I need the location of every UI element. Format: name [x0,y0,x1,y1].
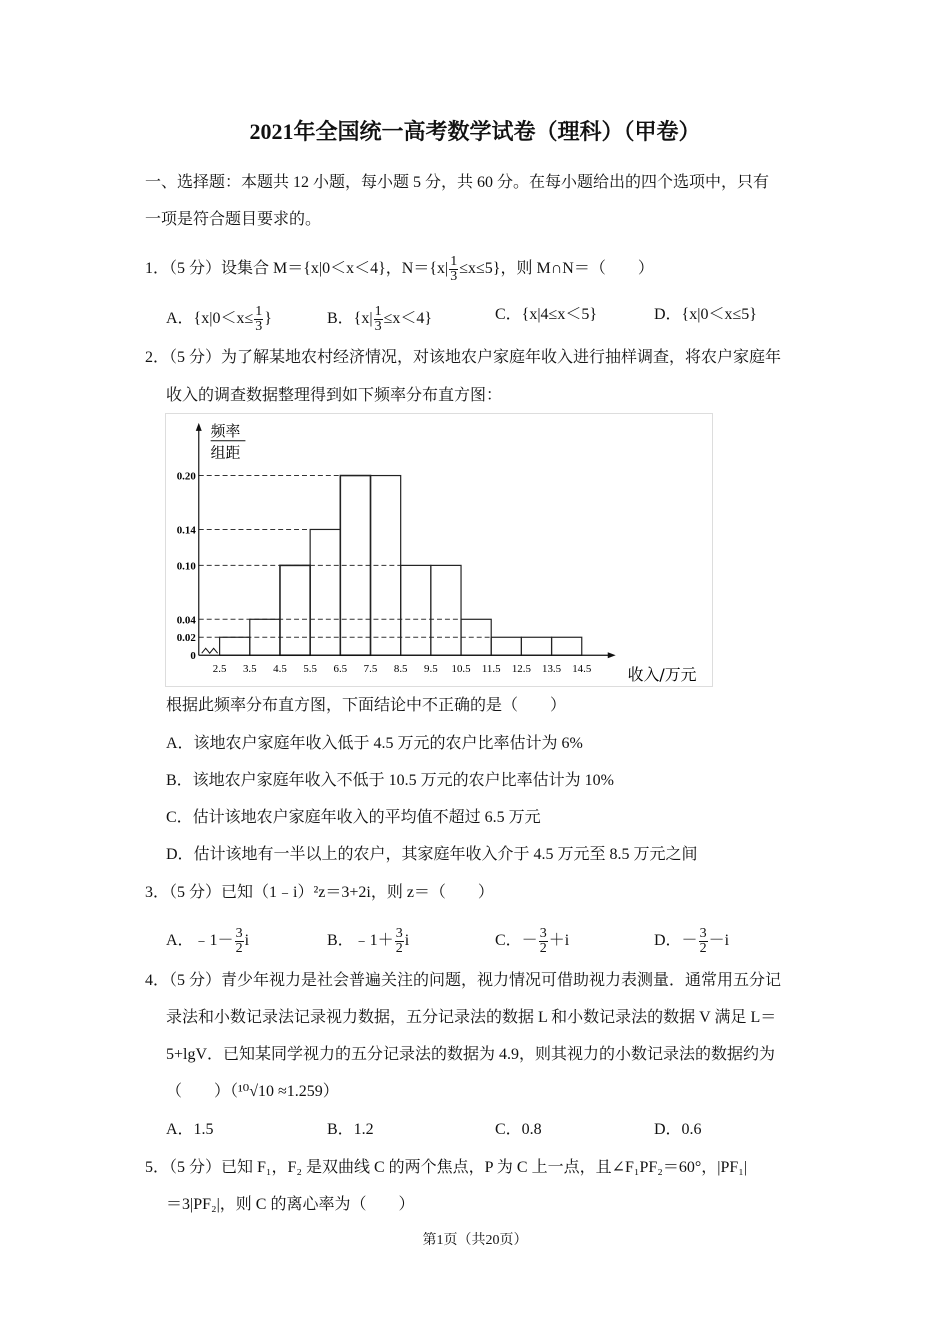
fraction: $\frac{1}{3}$ [255,304,263,334]
q4-option-c: C．0.8 [495,1121,542,1138]
x-tick-label: 13.5 [542,663,562,676]
q4-option-b: B．1.2 [327,1121,374,1138]
x-tick-label: 12.5 [511,663,531,676]
section-intro-2: 一项是符合题目要求的。 [145,211,322,228]
x-tick-label: 2.5 [212,663,227,676]
section-intro: 一、选择题：本题共 12 小题，每小题 5 分，共 60 分。在每小题给出的四个选项中，只有 [145,174,770,191]
option-text: C．{x|4≤x＜5} [495,306,598,323]
question-2-followup: 根据此频率分布直方图，下面结论中不正确的是（ ） [166,697,567,714]
x-tick-label: 8.5 [393,663,408,676]
q2-option-d: D．估计该地有一半以上的农户，其家庭年收入介于 4.5 万元至 8.5 万元之间 [166,846,698,863]
histogram-bar-2 [280,565,310,655]
y-axis-arrow-icon [196,423,202,431]
option-text: ＋i [548,932,570,950]
page-title: 2021年全国统一高考数学试卷（理科）（甲卷） [249,119,701,144]
x-tick-label: 3.5 [242,663,257,676]
q1-option-d [654,305,757,325]
question-2-stem-2: 收入的调查数据整理得到如下频率分布直方图： [166,387,503,404]
x-tick-label: 9.5 [424,663,438,676]
fraction: $\frac{1}{3}$ [450,254,458,284]
question-2-stem: 2．（5 分）为了解某地农村经济情况，对该地农户家庭年收入进行抽样调查，将农户家庭年 [145,349,782,366]
histogram-bar-9 [491,637,521,655]
question-5-stem-2: ＝3|PF₂|，则 C 的离心率为（ ） [166,1196,415,1213]
q3-option-b [327,927,409,956]
y-tick-label: 0 [190,650,196,663]
question-4-stem-2: 录法和小数记录法记录视力数据，五分记录法的数据 L 和小数记录法的数据 V 满足 L＝ [166,1009,777,1026]
option-text: B．{x| [327,310,373,328]
q2-option-a: A．该地农户家庭年收入低于 4.5 万元的农户比率估计为 6% [166,735,583,752]
option-text: D．－ [654,932,698,950]
x-tick-label: 6.5 [333,663,348,676]
histogram-bar-11 [552,637,582,655]
question-4-stem: 4．（5 分）青少年视力是社会普遍关注的问题，视力情况可借助视力表测量．通常用五分记 [145,972,782,989]
x-axis-arrow-icon [608,652,616,658]
q3-option-d [654,927,729,956]
y-tick-label: 0.02 [176,632,196,645]
y-tick-label: 0.20 [176,470,196,483]
q2-option-c: C．估计该地农户家庭年收入的平均值不超过 6.5 万元 [166,809,541,826]
option-text: C．－ [495,932,538,950]
fraction: $\frac{3}{2}$ [699,926,707,956]
q1-text-a: 1．（5 分）设集合 M＝{x|0＜x＜4}，N＝{x| [145,260,449,278]
q1-option-a [166,305,272,334]
question-3-stem: 3．（5 分）已知（1﹣i）²z＝3+2i，则 z＝（ ） [145,884,494,901]
option-text: ≤x＜4} [383,310,433,328]
q1-text-b: ≤x≤5}，则 M∩N＝（ ） [459,260,654,278]
option-text: B．﹣1＋ [327,932,394,950]
q1-option-c [495,305,597,325]
fraction: $\frac{3}{2}$ [235,926,243,956]
question-5-stem: 5．（5 分）已知 F₁，F₂ 是双曲线 C 的两个焦点，P 为 C 上一点，且∠F₁PF₂＝60°，|PF₁| [145,1159,748,1176]
question-4-stem-3: 5+lgV．已知某同学视力的五分记录法的数据为 4.9，则其视力的小数记录法的数据约为 [166,1046,776,1063]
option-text: } [264,310,272,328]
q1-option-b [327,305,432,334]
question-4-stem-4: （ ）（¹⁰√10 ≈1.259） [166,1083,339,1100]
y-tick-label: 0.10 [176,560,196,573]
y-tick-label: 0.14 [176,524,196,537]
q2-option-b: B．该地农户家庭年收入不低于 10.5 万元的农户比率估计为 10% [166,772,615,789]
option-text: A．{x|0＜x≤ [166,310,254,328]
q4-option-a: A．1.5 [166,1121,214,1138]
q4-option-d: D．0.6 [654,1121,702,1138]
option-text: D．{x|0＜x≤5} [654,306,757,323]
q3-option-c [495,927,569,956]
axis-break-icon [202,648,218,653]
x-tick-label: 10.5 [451,663,471,676]
x-axis-label: 收入/万元 [627,665,697,685]
option-text: i [244,932,250,950]
option-text: A．﹣1－ [166,932,234,950]
x-tick-label: 7.5 [363,663,378,676]
x-tick-label: 14.5 [572,663,592,676]
fraction: $\frac{1}{3}$ [374,304,382,334]
y-axis-label-numerator: 频率 [210,421,241,440]
page-footer: 第1页（共20页） [422,1233,528,1248]
frequency-histogram [165,413,713,687]
histogram-bar-3 [310,529,340,655]
histogram-bar-6 [401,565,431,655]
y-axis-label-denominator: 组距 [210,443,241,462]
histogram-bar-10 [521,637,551,655]
question-1-stem [145,255,654,284]
q3-option-a [166,927,249,956]
option-text: i [404,932,410,950]
x-tick-label: 4.5 [273,663,287,676]
x-tick-label: 5.5 [303,663,317,676]
option-text: －i [708,932,730,950]
fraction: $\frac{3}{2}$ [539,926,547,956]
y-tick-label: 0.04 [176,614,196,627]
fraction: $\frac{3}{2}$ [395,926,403,956]
histogram-bar-0 [220,637,250,655]
histogram-bar-7 [431,565,461,655]
x-tick-label: 11.5 [481,663,501,676]
